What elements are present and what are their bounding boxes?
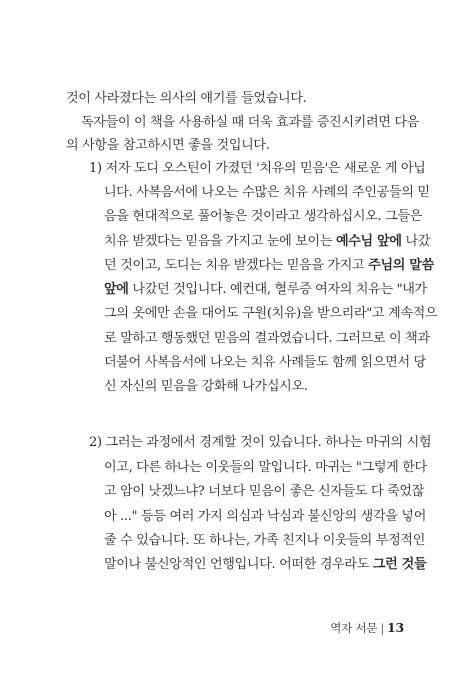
footer-separator: | (380, 621, 384, 635)
list-item-2-line (104, 555, 426, 575)
text-run: 말이나 불신앙적인 언행입니다. 어떠한 경우라도 (104, 557, 373, 572)
emphasis-text: 앞에 (104, 282, 129, 297)
list-item-1-line (104, 232, 430, 252)
body-text-line: 독자들이 이 책을 사용하실 때 더욱 효과를 증진시키려면 다음 (81, 115, 419, 130)
list-item-1-line: 더불어 사복음서에 나오는 치유 사례들도 함께 읽으면서 당 (104, 355, 426, 370)
list-item-2-line: 줄 수 있습니다. 또 하나는, 가족 친지나 이웃들의 부정적인 (104, 533, 425, 548)
text-run: 던 것이고, 도디는 치유 받겠다는 믿음을 가지고 (104, 258, 369, 273)
body-text-line: 의 사항을 참고하시면 좋을 것입니다. (66, 138, 270, 153)
page-footer (330, 620, 404, 636)
text-run: 치유 받겠다는 믿음을 가지고 눈에 보이는 (104, 234, 336, 249)
list-item-2-line: 2) 그러는 과정에서 경계할 것이 있습니다. 하나는 마귀의 시험 (89, 435, 432, 450)
list-item-1-line (104, 280, 427, 300)
page-number: 13 (387, 620, 404, 635)
list-item-1-line: 그의 옷에만 손을 대어도 구원(치유)을 받으리라"고 계속적으 (104, 306, 438, 321)
list-item-1-line: 음을 현대적으로 풀어놓은 것이라고 생각하십시오. 그들은 (104, 209, 423, 224)
body-text-line: 것이 사라졌다는 의사의 얘기를 들었습니다. (66, 91, 307, 106)
list-item-1-line: 1) 저자 도디 오스틴이 가졌던 '치유의 믿음'은 새로운 게 아닙 (89, 161, 426, 176)
list-item-1-line: 신 자신의 믿음을 강화해 나가십시오. (104, 379, 308, 394)
list-item-1-line: 니다. 사복음서에 나오는 수많은 치유 사례의 주인공들의 믿 (104, 185, 430, 200)
emphasis-text: 주님의 말씀 (368, 258, 434, 273)
list-item-2-line: 이고, 다른 하나는 이웃들의 말입니다. 마귀는 "그렇게 한다 (104, 460, 427, 475)
emphasis-text: 그런 것들 (372, 557, 427, 572)
running-head: 역자 서문 (330, 621, 378, 635)
text-run: 나갔던 것입니다. 예컨대, 혈루증 여자의 치유는 "내가 (128, 282, 427, 297)
emphasis-text: 예수님 앞에 (335, 234, 402, 249)
list-item-1-line: 로 말하고 행동했던 믿음의 결과였습니다. 그러므로 이 책과 (104, 331, 430, 346)
text-run: 나갔 (401, 234, 431, 249)
list-item-2-line: 아 ..." 등등 여러 가지 의심과 낙심과 불신앙의 생각을 넣어 (104, 509, 426, 524)
list-item-1-line (104, 256, 434, 276)
list-item-2-line: 고 암이 낫겠느냐? 너보다 믿음이 좋은 신자들도 다 죽었잖 (104, 484, 425, 499)
